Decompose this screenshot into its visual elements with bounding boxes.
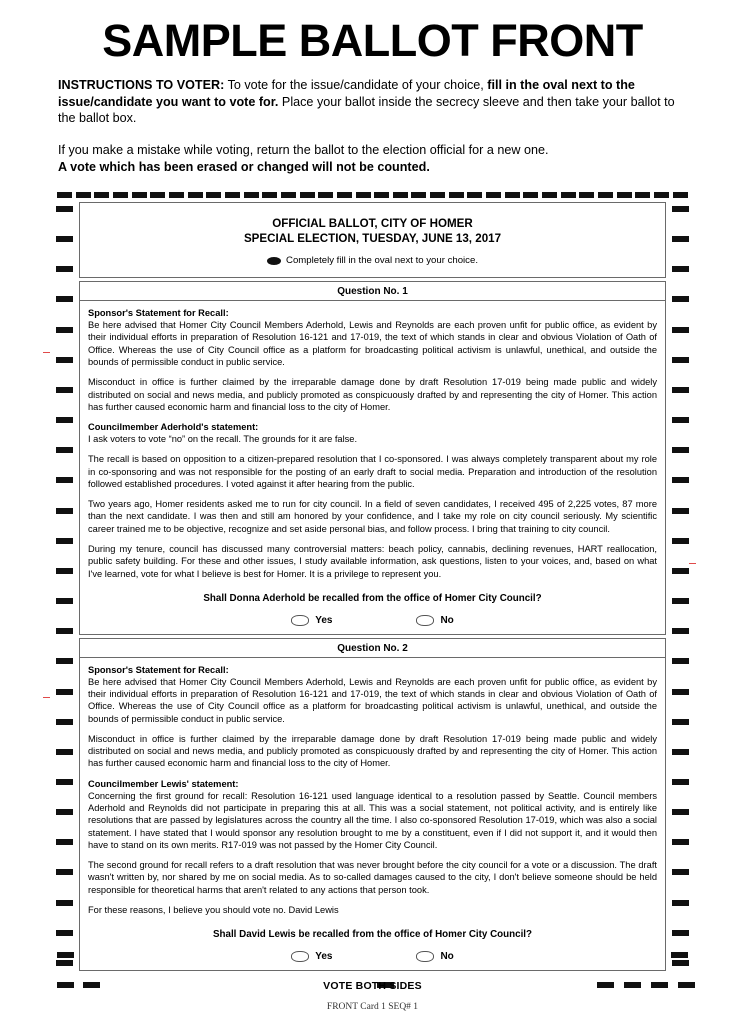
- timing-mark: [56, 477, 73, 483]
- q2-oval-yes-icon[interactable]: [291, 951, 309, 962]
- card-sequence-footer: FRONT Card 1 SEQ# 1: [326, 1002, 419, 1012]
- timing-mark: [672, 357, 689, 363]
- timing-mark: [598, 192, 613, 198]
- instructions-paragraph-2: [58, 142, 687, 175]
- timing-mark: [430, 192, 445, 198]
- page-title: SAMPLE BALLOT FRONT: [102, 15, 643, 66]
- timing-mark: [56, 206, 73, 212]
- timing-mark: [671, 952, 688, 958]
- timing-mark: [523, 192, 538, 198]
- voter-instructions: [58, 77, 687, 176]
- timing-mark: [672, 447, 689, 453]
- timing-mark: [672, 206, 689, 212]
- timing-mark: [672, 387, 689, 393]
- q2-response-paragraph-1: Concerning the first ground for recall: Resolution 16-121 used language identical to a resolution passed by Seattle. Council members Aderhold and Reynolds did not participate in preparing this at all. This was a social statement, not political activity, and is entirely like resolutions that are passed by legislatures across the country all the time. I also co-sponsored Resolution 17-019, which was also a social statement. I have stated that I would sponsor any resolution brought to me by a constituent, even if I did not support it, and it would then have to stand on its own merits. R17-019 was not passed by the Homer City Council.: [88, 790, 657, 850]
- timing-mark: [56, 598, 73, 604]
- q1-response-paragraph-1: I ask voters to vote “no” on the recall. The grounds for it are false.: [88, 434, 358, 445]
- q2-sponsor-paragraph-1: Be here advised that Homer City Council Members Aderhold, Lewis and Reynolds are each proven unfit for public office, as evident by their individual efforts in preparation of Resolution 16-121 and 17-019, the text of which stands in clear and obvious Violation of Oath of Office. Whereas the use of City Council office as a platform for broadcasting political activism is unlawful, unethical, and outside the bounds of permissible conduct in public service.: [88, 676, 657, 724]
- ballot-timing-frame: [57, 192, 688, 1007]
- timing-mark: [56, 538, 73, 544]
- instructions-erased-warning: A vote which has been erased or changed will not be counted.: [58, 159, 430, 174]
- q1-oval-no-icon[interactable]: [416, 615, 434, 626]
- timing-mark: [393, 192, 408, 198]
- q2-sponsor-heading: Sponsor's Statement for Recall:: [88, 664, 229, 675]
- timing-mark: [374, 192, 389, 198]
- instructions-paragraph-1: [58, 77, 687, 127]
- q1-response-paragraph-4: During my tenure, council has discussed many controversial matters: beach policy, cannabis, declining revenues, HART reallocation, public safety building. For these and other issues, I study available information, ask questions, listen to your voices, and, based on what I've learned, vote for what I believe is best for Homer. It is a privilege to represent you.: [88, 544, 657, 579]
- question-1-content: [80, 301, 665, 634]
- q1-choice-yes-label: Yes: [315, 614, 333, 626]
- timing-mark: [56, 296, 73, 302]
- ballot-body: [79, 202, 666, 992]
- timing-marks-top: [57, 192, 688, 198]
- q2-response-paragraph-2: The second ground for recall refers to a draft resolution that was never brought before the city council for a vote or a discussion. The draft wasn't written by, nor shared by me on social media. As to so-called damages caused to the city, I don't believe someone should be held responsible for theoretical harms that aren't related to any actions that person took.: [88, 860, 657, 895]
- instructions-mistake-text: If you make a mistake while voting, return the ballot to the election official for a new one.: [58, 143, 549, 158]
- timing-mark: [672, 839, 689, 845]
- timing-mark: [411, 192, 426, 198]
- timing-mark: [57, 952, 74, 958]
- timing-mark: [56, 719, 73, 725]
- fill-oval-note-text: Completely fill in the oval next to your choice.: [286, 255, 478, 267]
- instructions-label: INSTRUCTIONS TO VOTER:: [58, 78, 225, 92]
- timing-mark: [206, 192, 221, 198]
- instructions-text-2: Place your ballot inside the secrecy sleeve and then take your ballot to the ballot box.: [58, 94, 675, 126]
- timing-mark: [76, 192, 91, 198]
- timing-mark: [244, 192, 259, 198]
- q1-sponsor-heading: Sponsor's Statement for Recall:: [88, 308, 229, 319]
- timing-mark: [56, 689, 73, 695]
- timing-mark: [505, 192, 520, 198]
- timing-mark: [672, 749, 689, 755]
- timing-mark: [56, 960, 73, 966]
- registration-tick: [43, 352, 50, 353]
- timing-mark: [561, 192, 576, 198]
- timing-mark: [672, 327, 689, 333]
- timing-mark: [300, 192, 315, 198]
- timing-mark: [672, 538, 689, 544]
- q1-prompt: Shall Donna Aderhold be recalled from the office of Homer City Council?: [203, 592, 542, 604]
- ballot-header-line-1: OFFICIAL BALLOT, CITY OF HOMER: [272, 217, 473, 230]
- timing-marks-right: [672, 206, 689, 966]
- question-2-title: Question No. 2: [80, 639, 665, 658]
- timing-mark: [337, 192, 352, 198]
- timing-mark: [56, 357, 73, 363]
- q1-choice-yes[interactable]: [291, 615, 332, 626]
- filled-oval-icon: [267, 257, 281, 265]
- timing-mark: [56, 809, 73, 815]
- timing-mark: [486, 192, 501, 198]
- q1-response-paragraph-3: Two years ago, Homer residents asked me to run for city council. In a field of seven candidates, I received 495 of 2,225 votes, 87 more than the next candidate. I was then and still am honored by your confidence, and I take my role on city council seriously. My scientific career trained me to be objective, recognize and set aside personal bias, and follow process. I bring that training to city council.: [88, 499, 657, 534]
- timing-mark: [56, 839, 73, 845]
- vote-both-sides-notice: VOTE BOTH SIDES: [323, 980, 422, 993]
- timing-mark: [281, 192, 296, 198]
- q1-response-heading: Councilmember Aderhold's statement:: [88, 422, 259, 433]
- registration-tick: [689, 563, 696, 564]
- timing-mark: [672, 900, 689, 906]
- q2-sponsor-paragraph-2: Misconduct in office is further claimed by the irreparable damage done by draft Resolution 17-019 being made public and widely distributed on social and news media, and publicly promoted as conspicuously drafted by and representing the city of Homer. This action has further caused economic harm and financial loss to the city of Homer.: [88, 733, 657, 769]
- timing-mark: [56, 658, 73, 664]
- registration-tick: [43, 697, 50, 698]
- timing-mark: [56, 900, 73, 906]
- q2-choice-yes[interactable]: [291, 951, 332, 962]
- timing-mark: [56, 508, 73, 514]
- timing-mark: [672, 809, 689, 815]
- timing-mark: [635, 192, 650, 198]
- fill-oval-note: [86, 255, 659, 266]
- timing-mark: [617, 192, 632, 198]
- q1-sponsor-paragraph-1: Be here advised that Homer City Council Members Aderhold, Lewis and Reynolds are each proven unfit for public office, as evident by their individual efforts in preparation of Resolution 16-121 and 17-019, the text of which stands in clear and obvious Violation of Oath of Office. Whereas the use of City Council office as a platform for broadcasting political activism is unlawful, unethical, and outside the bounds of permissible conduct in public service.: [88, 320, 657, 367]
- q2-choice-yes-label: Yes: [315, 951, 333, 963]
- timing-mark: [672, 417, 689, 423]
- timing-mark: [56, 417, 73, 423]
- timing-mark: [132, 192, 147, 198]
- timing-mark: [57, 982, 74, 988]
- timing-mark: [672, 658, 689, 664]
- timing-mark: [672, 689, 689, 695]
- q2-choice-no-label: No: [440, 951, 454, 963]
- q1-sponsor-paragraph-2: Misconduct in office is further claimed by the irreparable damage done by draft Resolution 17-019 being made public and widely distributed on social and news media, and publicly promoted as conspicuously drafted by and representing the city of Homer. This action has further caused economic harm and financial loss to the city of Homer.: [88, 377, 657, 412]
- timing-mark: [542, 192, 557, 198]
- timing-mark: [672, 719, 689, 725]
- timing-mark: [188, 192, 203, 198]
- timing-mark: [113, 192, 128, 198]
- timing-marks-left: [56, 206, 73, 966]
- q2-oval-no-icon[interactable]: [416, 951, 434, 962]
- question-1-title: Question No. 1: [80, 282, 665, 301]
- q2-choice-group: [88, 951, 657, 966]
- timing-mark: [356, 192, 371, 198]
- q2-choice-no[interactable]: [416, 951, 453, 962]
- timing-mark: [654, 192, 669, 198]
- timing-mark: [449, 192, 464, 198]
- timing-mark: [94, 192, 109, 198]
- timing-mark: [57, 192, 72, 198]
- q1-oval-yes-icon[interactable]: [291, 615, 309, 626]
- timing-mark: [56, 779, 73, 785]
- timing-mark: [673, 192, 688, 198]
- timing-mark: [56, 749, 73, 755]
- timing-mark: [672, 477, 689, 483]
- ballot-header-box: [79, 202, 666, 278]
- question-2-box: [79, 638, 666, 971]
- timing-mark: [56, 387, 73, 393]
- timing-mark: [672, 296, 689, 302]
- timing-mark: [56, 568, 73, 574]
- timing-mark: [678, 982, 695, 988]
- timing-mark: [56, 327, 73, 333]
- q1-response-paragraph-2: The recall is based on opposition to a citizen-prepared resolution that I co-sponsored. I was always completely transparent about my role in co-sponsoring and was not responsible for the posting of an early draft to social media. Preparation and introduction of the resolution followed established procedures. I voted against it after hearing from the public.: [88, 454, 657, 489]
- timing-mark: [672, 236, 689, 242]
- instructions-bold-1: fill in the oval next to the issue/candidate you want to vote for.: [58, 78, 635, 109]
- q1-choice-no-label: No: [440, 614, 454, 626]
- timing-mark: [672, 266, 689, 272]
- timing-mark: [672, 779, 689, 785]
- q2-prompt: Shall David Lewis be recalled from the office of Homer City Council?: [212, 929, 532, 941]
- q1-choice-no[interactable]: [416, 615, 453, 626]
- timing-mark: [56, 628, 73, 634]
- timing-mark: [672, 568, 689, 574]
- timing-mark: [56, 930, 73, 936]
- timing-mark: [318, 192, 333, 198]
- timing-mark: [262, 192, 277, 198]
- timing-mark: [169, 192, 184, 198]
- q1-choice-group: [88, 615, 657, 630]
- timing-mark: [225, 192, 240, 198]
- timing-mark: [56, 266, 73, 272]
- instructions-text-1: To vote for the issue/candidate of your choice,: [224, 78, 488, 92]
- timing-mark: [672, 628, 689, 634]
- ballot-header-line-2: SPECIAL ELECTION, TUESDAY, JUNE 13, 2017: [243, 232, 502, 246]
- timing-mark: [672, 960, 689, 966]
- timing-mark: [672, 869, 689, 875]
- q2-response-heading: Councilmember Lewis' statement:: [88, 778, 239, 789]
- timing-mark: [56, 869, 73, 875]
- timing-mark: [672, 598, 689, 604]
- timing-mark: [672, 508, 689, 514]
- timing-mark: [467, 192, 482, 198]
- timing-mark: [150, 192, 165, 198]
- timing-mark: [579, 192, 594, 198]
- timing-mark: [56, 236, 73, 242]
- timing-mark: [672, 930, 689, 936]
- question-1-box: [79, 281, 666, 635]
- q2-response-paragraph-3: For these reasons, I believe you should vote no. David Lewis: [88, 904, 339, 915]
- timing-mark: [56, 447, 73, 453]
- question-2-content: [80, 658, 665, 970]
